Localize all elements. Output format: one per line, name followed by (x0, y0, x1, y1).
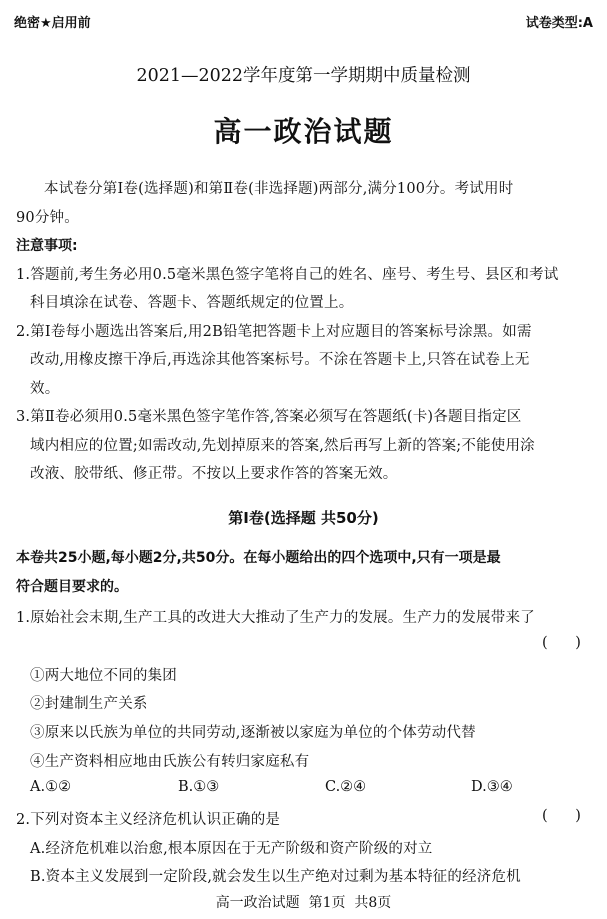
note-line: 域内相应的位置;如需改动,先划掉原来的答案,然后再写上新的答案;不能使用涂 (30, 438, 535, 454)
option-a: A.①② (30, 779, 72, 795)
section-instruction: 本卷共25小题,每小题2分,共50分。在每小题给出的四个选项中,只有一项是最 (16, 550, 501, 566)
intro-line: 本试卷分第Ⅰ卷(选择题)和第Ⅱ卷(非选择题)两部分,满分100分。考试用时 (44, 181, 514, 197)
note-line: 改动,用橡皮擦干净后,再选涂其他答案标号。不涂在答题卡上,只答在试卷上无 (30, 352, 530, 368)
term-title: 2021—2022学年度第一学期期中质量检测 (136, 66, 471, 86)
option-b: B.①③ (178, 779, 220, 795)
question-stem: 2.下列对资本主义经济危机认识正确的是 (16, 812, 281, 828)
note-line: 2.第Ⅰ卷每小题选出答案后,用2B铅笔把答题卡上对应题目的答案标号涂黑。如需 (16, 324, 532, 340)
note-line: 3.第Ⅱ卷必须用0.5毫米黑色签字笔作答,答案必须写在答题纸(卡)各题目指定区 (16, 409, 522, 425)
option-d: D.③④ (471, 779, 513, 795)
statement: ①两大地位不同的集团 (30, 668, 177, 684)
section-instruction: 符合题目要求的。 (16, 579, 128, 595)
notes-heading: 注意事项: (16, 238, 78, 254)
statement: ②封建制生产关系 (30, 696, 148, 712)
page-footer: 高一政治试题 第1页 共8页 (215, 895, 392, 911)
option-c: C.②④ (325, 779, 367, 795)
secret-label: 绝密★启用前 (14, 16, 91, 31)
paper-type: 试卷类型:A (525, 16, 593, 31)
question-stem: 1.原始社会末期,生产工具的改进大大推动了生产力的发展。生产力的发展带来了 (16, 610, 535, 626)
section-title: 第Ⅰ卷(选择题 共50分) (228, 509, 379, 527)
intro-line: 90分钟。 (16, 210, 79, 226)
statement: ④生产资料相应地由氏族公有转归家庭私有 (30, 754, 310, 770)
statement: ③原来以氏族为单位的共同劳动,逐渐被以家庭为单位的个体劳动代替 (30, 725, 476, 741)
note-line: 改液、胶带纸、修正带。不按以上要求作答的答案无效。 (30, 466, 398, 482)
note-line: 科目填涂在试卷、答题卡、答题纸规定的位置上。 (30, 295, 354, 311)
option-a: A.经济危机难以治愈,根本原因在于无产阶级和资产阶级的对立 (30, 841, 433, 857)
answer-paren: ( ) (542, 635, 581, 651)
page-title: 高一政治试题 (213, 115, 394, 148)
answer-paren: ( ) (542, 808, 581, 824)
note-line: 效。 (30, 381, 60, 397)
note-line: 1.答题前,考生务必用0.5毫米黑色签字笔将自己的姓名、座号、考生号、县区和考试 (16, 267, 559, 283)
option-b: B.资本主义发展到一定阶段,就会发生以生产绝对过剩为基本特征的经济危机 (30, 869, 521, 885)
